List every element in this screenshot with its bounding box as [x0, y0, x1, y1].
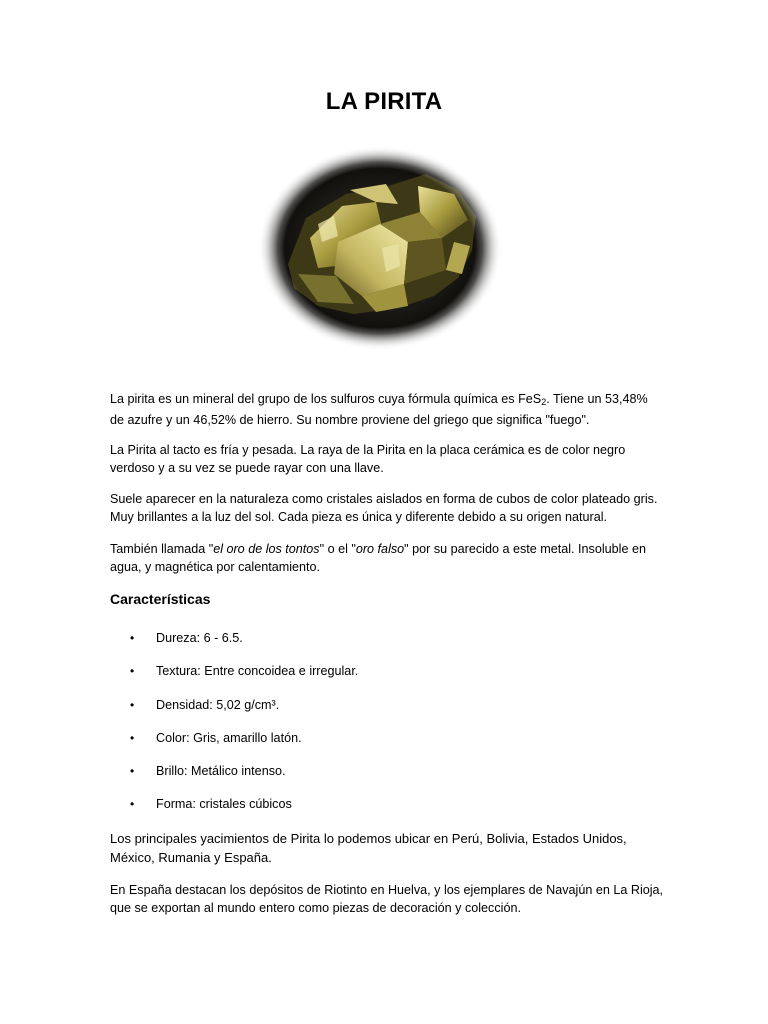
characteristics-list: [110, 629, 358, 829]
paragraph-touch: La Pirita al tacto es fría y pesada. La raya de la Pirita en la placa cerámica es de color negro verdoso y a su vez se puede rayar con una llave.: [110, 443, 626, 475]
list-item: • Dureza: 6 - 6.5.: [130, 631, 243, 645]
bullet-icon: •: [130, 730, 135, 745]
list-item: • Textura: Entre concoidea e irregular.: [130, 664, 359, 679]
list-item: • Forma: cristales cúbicos: [130, 797, 292, 812]
paragraph-spain: En España destacan los depósitos de Riotinto en Huelva, y los ejemplares de Navajún en La Rioja, que se exportan al mundo entero como piezas de decoración y colección.: [110, 883, 664, 915]
paragraph-deposits: Los principales yacimientos de Pirita lo podemos ubicar en Perú, Bolivia, Estados Unidos, México, Rumania y España.: [110, 831, 627, 865]
bullet-icon: •: [130, 664, 135, 679]
paragraph-formula: La pirita es un mineral del grupo de los sulfuros cuya fórmula química es FeS$_2$. Tiene un 53,48% de azufre y un 46,52% de hierro. Su nombre proviene del griego que significa "fuego".: [110, 392, 648, 427]
list-item: • Brillo: Metálico intenso.: [130, 764, 286, 779]
characteristics-heading: Características: [110, 591, 211, 607]
paragraph-nickname: También llamada "el oro de los tontos" o el "oro falso" por su parecido a este metal. Insoluble en agua, y magnética por calentamiento.: [110, 542, 646, 574]
bullet-icon: •: [130, 797, 135, 812]
pyrite-crystal-photo: [258, 146, 502, 350]
page-title: LA PIRITA: [325, 88, 443, 115]
bullet-icon: •: [130, 697, 135, 712]
bullet-icon: •: [130, 764, 135, 779]
list-item: • Densidad: 5,02 g/cm³.: [130, 697, 280, 712]
list-item: • Color: Gris, amarillo latón.: [130, 730, 302, 745]
bullet-icon: •: [130, 631, 135, 645]
paragraph-appearance: Suele aparecer en la naturaleza como cristales aislados en forma de cubos de color plateado gris. Muy brillantes a la luz del sol. Cada pieza es única y diferente debido a su origen natural.: [110, 492, 658, 524]
